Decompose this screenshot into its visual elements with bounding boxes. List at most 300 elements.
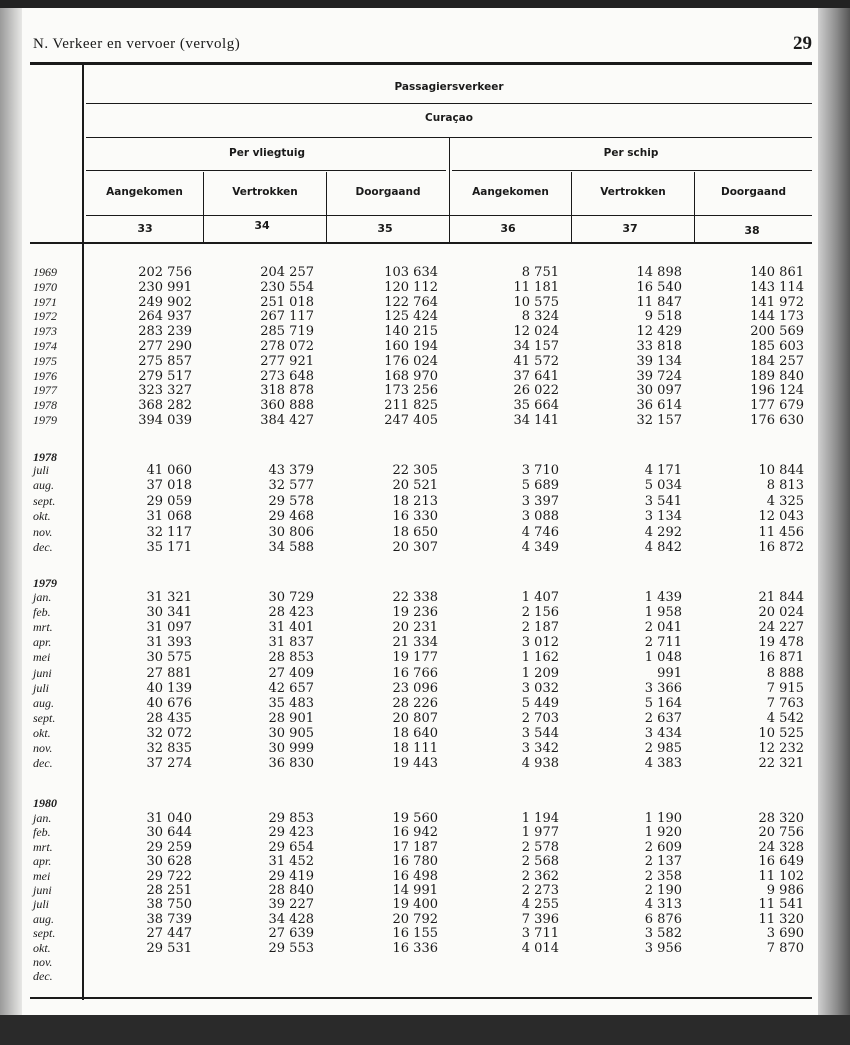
cell-value: 27 409: [268, 665, 314, 681]
cell-value: 1 190: [644, 811, 682, 826]
table-row: [0, 463, 810, 478]
cell-value: 16 336: [392, 940, 438, 956]
column-header: Doorgaand: [355, 186, 421, 198]
cell-value: 19 560: [392, 811, 438, 826]
cell-value: 10 575: [513, 294, 559, 310]
cell-value: 283 239: [138, 324, 192, 340]
row-label: 1970: [33, 279, 57, 294]
cell-value: 3 956: [644, 940, 682, 956]
cell-value: 8 813: [766, 478, 804, 494]
cell-value: 35 171: [146, 540, 192, 555]
cell-value: 31 040: [146, 811, 192, 826]
row-label: 1979: [33, 413, 57, 427]
row-label: apr.: [33, 854, 52, 869]
section-label: 1978: [33, 450, 57, 464]
cell-value: 34 141: [513, 413, 559, 428]
cell-value: 34 588: [268, 540, 314, 555]
cell-value: 5 164: [644, 695, 682, 711]
table-row: [0, 756, 810, 771]
cell-value: 29 531: [146, 940, 192, 956]
table-row: [0, 711, 810, 726]
cell-value: 394 039: [138, 413, 192, 428]
table-row: [0, 726, 810, 741]
row-label: nov.: [33, 955, 53, 969]
section-label: 1980: [33, 796, 57, 810]
cell-value: 16 540: [636, 279, 682, 295]
column-number: 38: [744, 224, 760, 237]
cell-value: 17 187: [392, 839, 438, 855]
cell-value: 37 641: [513, 368, 559, 384]
cell-value: 20 231: [392, 620, 438, 636]
table-row: [0, 324, 810, 339]
row-label: 1977: [33, 383, 57, 398]
cell-value: 12 232: [758, 741, 804, 756]
cell-value: 122 764: [384, 294, 438, 310]
cell-value: 16 871: [758, 650, 804, 666]
cell-value: 39 227: [268, 897, 314, 913]
cell-value: 32 577: [268, 478, 314, 494]
row-label: 1971: [33, 294, 57, 309]
cell-value: 2 187: [521, 620, 559, 636]
cell-value: 20 024: [758, 605, 804, 621]
cell-value: 29 578: [268, 493, 314, 509]
cell-value: 4 349: [521, 540, 559, 555]
cell-value: 7 915: [766, 680, 804, 696]
cell-value: 11 320: [758, 911, 804, 927]
table-row: [0, 339, 810, 354]
cell-value: 3 342: [521, 741, 559, 756]
cell-value: 4 292: [644, 524, 682, 540]
cell-value: 384 427: [260, 413, 314, 428]
cell-value: 34 157: [513, 339, 559, 354]
table-row: [0, 398, 810, 413]
table-row: [0, 509, 810, 524]
column-header: Aangekomen: [106, 186, 183, 198]
column-number: 35: [377, 222, 393, 235]
cell-value: 185 603: [750, 339, 804, 354]
cell-value: 3 012: [521, 635, 559, 651]
table-row: [0, 825, 810, 840]
table-row: [0, 620, 810, 635]
row-label: sept.: [33, 493, 56, 508]
cell-value: 3 032: [521, 680, 559, 696]
cell-value: 30 729: [268, 590, 314, 605]
table-row: [0, 741, 810, 756]
cell-value: 144 173: [750, 309, 804, 325]
cell-value: 20 756: [758, 825, 804, 841]
cell-value: 42 657: [268, 680, 314, 696]
cell-value: 28 251: [146, 883, 192, 898]
cell-value: 3 134: [644, 509, 682, 525]
cell-value: 8 751: [521, 265, 559, 280]
page-number: 29: [793, 33, 812, 54]
cell-value: 278 072: [260, 339, 314, 354]
cell-value: 19 236: [392, 605, 438, 621]
cell-value: 318 878: [260, 383, 314, 399]
row-label: juni: [33, 883, 52, 897]
cell-value: 2 362: [521, 868, 559, 884]
cell-value: 3 582: [644, 926, 682, 942]
cell-value: 368 282: [138, 398, 192, 414]
cell-value: 264 937: [138, 309, 192, 325]
cell-value: 38 750: [146, 897, 192, 913]
cell-value: 31 097: [146, 620, 192, 636]
cell-value: 230 554: [260, 279, 314, 295]
cell-value: 4 255: [521, 897, 559, 913]
column-divider: [326, 172, 327, 242]
cell-value: 30 628: [146, 854, 192, 870]
table-row: [0, 383, 810, 398]
cell-value: 277 921: [260, 353, 314, 369]
table-row: [0, 941, 810, 956]
cell-value: 21 844: [758, 590, 804, 605]
cell-value: 1 209: [521, 665, 559, 681]
cell-value: 11 847: [636, 294, 682, 310]
cell-value: 2 137: [644, 854, 682, 870]
cell-value: 125 424: [384, 309, 438, 325]
table-row: [0, 666, 810, 681]
cell-value: 12 043: [758, 509, 804, 525]
cell-value: 196 124: [750, 383, 804, 399]
cell-value: 39 724: [636, 368, 682, 384]
table-row: [0, 883, 810, 898]
cell-value: 30 575: [146, 650, 192, 666]
cell-value: 31 837: [268, 635, 314, 651]
cell-value: 140 861: [750, 265, 804, 280]
cell-value: 18 213: [392, 493, 438, 509]
cell-value: 24 227: [758, 620, 804, 636]
section-label: 1979: [33, 576, 57, 590]
cell-value: 22 305: [392, 463, 438, 478]
cell-value: 202 756: [138, 265, 192, 280]
header-rule: [452, 170, 812, 171]
cell-value: 14 991: [392, 883, 438, 898]
column-header: Aangekomen: [472, 186, 549, 198]
cell-value: 3 710: [521, 463, 559, 478]
cell-value: 31 321: [146, 590, 192, 605]
cell-value: 251 018: [260, 294, 314, 310]
cell-value: 5 449: [521, 695, 559, 711]
cell-value: 4 938: [521, 756, 559, 772]
row-label: aug.: [33, 478, 54, 493]
cell-value: 279 517: [138, 368, 192, 384]
table-row: [0, 605, 810, 620]
table-row: [0, 811, 810, 826]
table-row: [0, 955, 810, 970]
cell-value: 19 443: [392, 756, 438, 772]
row-label: 1972: [33, 309, 57, 324]
cell-value: 31 068: [146, 509, 192, 525]
cell-value: 2 190: [644, 883, 682, 898]
cell-value: 20 807: [392, 710, 438, 726]
row-label: aug.: [33, 695, 54, 710]
cell-value: 7 396: [521, 911, 559, 927]
cell-value: 160 194: [384, 339, 438, 354]
cell-value: 27 881: [146, 665, 192, 681]
column-number: 37: [622, 222, 638, 235]
column-number: 36: [500, 222, 516, 235]
cell-value: 4 171: [644, 463, 682, 478]
row-label: feb.: [33, 605, 51, 620]
header-rule: [86, 170, 446, 171]
cell-value: 16 872: [758, 540, 804, 555]
cell-value: 103 634: [384, 265, 438, 280]
cell-value: 34 428: [268, 911, 314, 927]
row-label: mei: [33, 868, 51, 883]
cell-value: 16 155: [392, 926, 438, 942]
cell-value: 28 226: [392, 695, 438, 711]
row-label: juli: [33, 680, 50, 695]
cell-value: 6 876: [644, 911, 682, 927]
column-divider: [571, 172, 572, 242]
cell-value: 28 423: [268, 605, 314, 621]
table-row: [0, 309, 810, 324]
cell-value: 1 194: [521, 811, 559, 826]
table-row: [0, 540, 810, 555]
column-header: Doorgaand: [721, 186, 786, 198]
cell-value: 2 609: [644, 839, 682, 855]
cell-value: 1 977: [521, 825, 559, 841]
cell-value: 9 986: [766, 883, 804, 898]
row-label: 1975: [33, 353, 57, 368]
cell-value: 12 429: [636, 324, 682, 340]
cell-value: 2 637: [644, 710, 682, 726]
cell-value: 275 857: [138, 353, 192, 369]
header-rule: [86, 103, 812, 104]
cell-value: 8 324: [521, 309, 559, 325]
cell-value: 1 920: [644, 825, 682, 841]
cell-value: 29 059: [146, 493, 192, 509]
cell-value: 33 818: [636, 339, 682, 354]
cell-value: 2 703: [521, 710, 559, 726]
cell-value: 4 383: [644, 756, 682, 772]
cell-value: 16 649: [758, 854, 804, 870]
table-row: [0, 413, 810, 428]
cell-value: 120 112: [384, 279, 438, 295]
cell-value: 19 400: [392, 897, 438, 913]
cell-value: 8 888: [766, 665, 804, 681]
row-label: nov.: [33, 524, 53, 539]
cell-value: 4 325: [766, 493, 804, 509]
cell-value: 29 468: [268, 509, 314, 525]
row-label: nov.: [33, 741, 53, 755]
cell-value: 37 274: [146, 756, 192, 772]
cell-value: 41 060: [146, 463, 192, 478]
row-label: dec.: [33, 969, 53, 984]
cell-value: 28 901: [268, 710, 314, 726]
cell-value: 200 569: [750, 324, 804, 340]
cell-value: 31 393: [146, 635, 192, 651]
cell-value: 7 763: [766, 695, 804, 711]
cell-value: 22 338: [392, 590, 438, 605]
cell-value: 24 328: [758, 839, 804, 855]
table-row: [0, 897, 810, 912]
cell-value: 3 690: [766, 926, 804, 942]
cell-value: 30 806: [268, 524, 314, 540]
row-label: jan.: [33, 590, 52, 604]
cell-value: 3 544: [521, 725, 559, 741]
cell-value: 31 401: [268, 620, 314, 636]
table-row: [0, 869, 810, 884]
row-label: mrt.: [33, 839, 53, 854]
cell-value: 10 525: [758, 725, 804, 741]
cell-value: 11 102: [758, 868, 804, 884]
cell-value: 2 156: [521, 605, 559, 621]
mode-header-air: Per vliegtuig: [229, 147, 305, 159]
row-label: okt.: [33, 940, 51, 955]
row-label: mrt.: [33, 620, 53, 635]
cell-value: 30 097: [636, 383, 682, 399]
row-label: dec.: [33, 756, 53, 771]
cell-value: 3 397: [521, 493, 559, 509]
cell-value: 2 711: [644, 635, 682, 651]
cell-value: 4 014: [521, 940, 559, 956]
cell-value: 32 117: [146, 524, 192, 540]
cell-value: 20 521: [392, 478, 438, 494]
cell-value: 32 835: [146, 741, 192, 756]
cell-value: 18 111: [392, 741, 438, 756]
cell-value: 26 022: [513, 383, 559, 399]
cell-value: 277 290: [138, 339, 192, 354]
cell-value: 189 840: [750, 368, 804, 384]
cell-value: 10 844: [758, 463, 804, 478]
sub-header: Curaçao: [425, 112, 473, 124]
cell-value: 4 542: [766, 710, 804, 726]
cell-value: 20 792: [392, 911, 438, 927]
cell-value: 28 320: [758, 811, 804, 826]
cell-value: 273 648: [260, 368, 314, 384]
cell-value: 16 780: [392, 854, 438, 870]
cell-value: 1 958: [644, 605, 682, 621]
cell-value: 30 999: [268, 741, 314, 756]
table-row: [0, 681, 810, 696]
cell-value: 40 139: [146, 680, 192, 696]
row-label: sept.: [33, 710, 56, 725]
scan-bottom-border: [0, 1015, 850, 1045]
cell-value: 1 439: [644, 590, 682, 605]
cell-value: 16 942: [392, 825, 438, 841]
cell-value: 29 853: [268, 811, 314, 826]
top-rule: [30, 62, 812, 65]
row-label: 1969: [33, 265, 57, 279]
mode-header-ship: Per schip: [603, 147, 659, 159]
table-row: [0, 854, 810, 869]
cell-value: 4 746: [521, 524, 559, 540]
cell-value: 2 568: [521, 854, 559, 870]
cell-value: 30 341: [146, 605, 192, 621]
cell-value: 3 088: [521, 509, 559, 525]
cell-value: 3 711: [521, 926, 559, 942]
table-row: [0, 280, 810, 295]
cell-value: 176 024: [384, 353, 438, 369]
cell-value: 360 888: [260, 398, 314, 414]
cell-value: 11 181: [513, 279, 559, 295]
cell-value: 230 991: [138, 279, 192, 295]
cell-value: 36 830: [268, 756, 314, 772]
cell-value: 211 825: [384, 398, 438, 414]
cell-value: 247 405: [384, 413, 438, 428]
cell-value: 36 614: [636, 398, 682, 414]
cell-value: 140 215: [384, 324, 438, 340]
table-row: [0, 969, 810, 984]
table-row: [0, 369, 810, 384]
row-label: 1973: [33, 324, 57, 339]
row-label: dec.: [33, 540, 53, 554]
row-label: feb.: [33, 825, 51, 840]
cell-value: 285 719: [260, 324, 314, 340]
table-row: [0, 696, 810, 711]
cell-value: 11 541: [758, 897, 804, 913]
cell-value: 16 330: [392, 509, 438, 525]
cell-value: 12 024: [513, 324, 559, 340]
cell-value: 173 256: [384, 383, 438, 399]
cell-value: 22 321: [758, 756, 804, 772]
cell-value: 30 905: [268, 725, 314, 741]
table-row: [0, 840, 810, 855]
cell-value: 35 483: [268, 695, 314, 711]
row-label: sept.: [33, 926, 56, 941]
cell-value: 5 689: [521, 478, 559, 494]
cell-value: 7 870: [766, 940, 804, 956]
row-label: aug.: [33, 911, 54, 926]
cell-value: 27 639: [268, 926, 314, 942]
cell-value: 29 722: [146, 868, 192, 884]
table-row: [0, 525, 810, 540]
cell-value: 168 970: [384, 368, 438, 384]
column-header: Vertrokken: [600, 186, 666, 198]
cell-value: 19 478: [758, 635, 804, 651]
row-label: mei: [33, 650, 51, 665]
cell-value: 19 177: [392, 650, 438, 666]
cell-value: 1 162: [521, 650, 559, 666]
cell-value: 39 134: [636, 353, 682, 369]
cell-value: 3 541: [644, 493, 682, 509]
table-row: [0, 590, 810, 605]
cell-value: 2 985: [644, 741, 682, 756]
cell-value: 4 313: [644, 897, 682, 913]
cell-value: 143 114: [750, 279, 804, 295]
cell-value: 249 902: [138, 294, 192, 310]
cell-value: 2 358: [644, 868, 682, 884]
table-row: [0, 635, 810, 650]
bottom-rule: [30, 997, 812, 999]
cell-value: 3 434: [644, 725, 682, 741]
table-row: [0, 265, 810, 280]
cell-value: 9 518: [644, 309, 682, 325]
cell-value: 29 553: [268, 940, 314, 956]
cell-value: 27 447: [146, 926, 192, 942]
cell-value: 16 766: [392, 665, 438, 681]
cell-value: 23 096: [392, 680, 438, 696]
row-label: juli: [33, 897, 50, 912]
cell-value: 2 273: [521, 883, 559, 898]
cell-value: 2 041: [644, 620, 682, 636]
cell-value: 2 578: [521, 839, 559, 855]
group-header: Passagiersverkeer: [394, 81, 504, 93]
cell-value: 176 630: [750, 413, 804, 428]
cell-value: 29 419: [268, 868, 314, 884]
cell-value: 28 840: [268, 883, 314, 898]
row-label: okt.: [33, 725, 51, 740]
cell-value: 141 972: [750, 294, 804, 310]
cell-value: 11 456: [758, 524, 804, 540]
row-label: okt.: [33, 509, 51, 524]
row-label: 1976: [33, 368, 57, 383]
table-row: [0, 650, 810, 665]
cell-value: 29 259: [146, 839, 192, 855]
header-bottom-rule: [30, 242, 812, 244]
row-label: apr.: [33, 635, 52, 650]
